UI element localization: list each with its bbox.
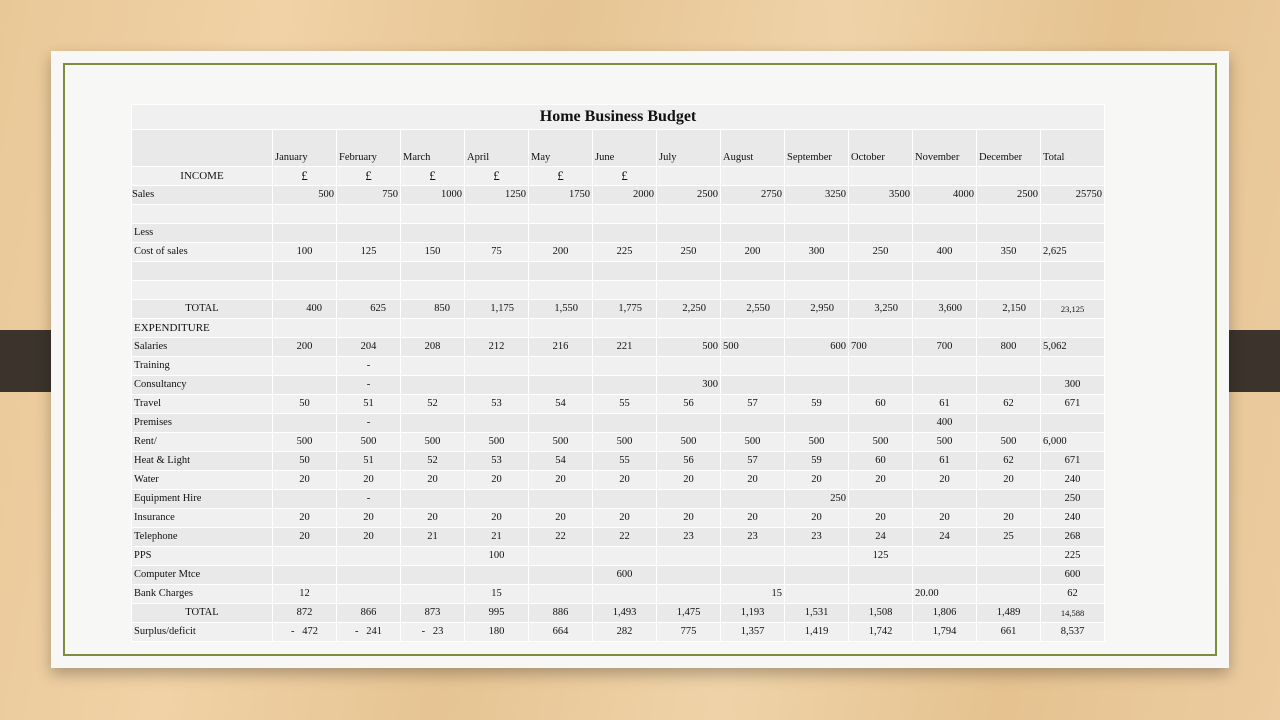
bank-charges-row — [132, 585, 1105, 604]
value-cell: 55 — [593, 395, 657, 414]
value-cell: 500 — [529, 433, 593, 452]
value-cell: 20 — [849, 509, 913, 528]
value-cell: 20 — [657, 471, 721, 490]
value-cell: 62 — [977, 395, 1041, 414]
month-header: January — [273, 130, 337, 167]
row-label: Cost of sales — [132, 243, 273, 262]
insurance-row — [132, 509, 1105, 528]
value-cell: 250 — [849, 243, 913, 262]
value-cell: 20 — [337, 471, 401, 490]
value-cell: 600 — [785, 338, 849, 357]
value-cell: 20 — [849, 471, 913, 490]
value-cell: 1,493 — [593, 604, 657, 623]
currency-cell: £ — [401, 167, 465, 186]
value-cell: 671 — [1041, 452, 1105, 471]
value-cell: 125 — [849, 547, 913, 566]
value-cell: 61 — [913, 395, 977, 414]
value-cell: 15 — [721, 585, 785, 604]
value-cell: 21 — [401, 528, 465, 547]
value-cell: 6,000 — [1041, 433, 1105, 452]
value-cell: 1,419 — [785, 623, 849, 642]
value-cell: 59 — [785, 452, 849, 471]
slide — [51, 51, 1229, 668]
value-cell: - — [337, 357, 401, 376]
telephone-row — [132, 528, 1105, 547]
value-cell: 50 — [273, 452, 337, 471]
income-label: INCOME — [132, 167, 273, 186]
value-cell: 60 — [849, 395, 913, 414]
value-cell: 300 — [657, 376, 721, 395]
value-cell: 51 — [337, 395, 401, 414]
value-cell: 2,625 — [1041, 243, 1105, 262]
value-cell: 4000 — [913, 186, 977, 205]
value-cell: 400 — [273, 300, 337, 319]
value-cell: 55 — [593, 452, 657, 471]
value-cell: 25750 — [1041, 186, 1105, 205]
value-cell: 5,062 — [1041, 338, 1105, 357]
value-cell: 500 — [721, 338, 785, 357]
month-header: June — [593, 130, 657, 167]
less-row — [132, 224, 1105, 243]
budget-table — [131, 104, 1105, 642]
value-cell: 625 — [337, 300, 401, 319]
value-cell: 24 — [849, 528, 913, 547]
value-cell: 52 — [401, 452, 465, 471]
total-income-row — [132, 300, 1105, 319]
value-cell: 200 — [273, 338, 337, 357]
row-label: TOTAL — [132, 300, 273, 319]
month-header: October — [849, 130, 913, 167]
row-label: Consultancy — [132, 376, 273, 395]
value-cell: 23 — [657, 528, 721, 547]
value-cell: 23 — [721, 528, 785, 547]
pps-row — [132, 547, 1105, 566]
row-label: Travel — [132, 395, 273, 414]
value-cell: 250 — [785, 490, 849, 509]
value-cell: 20 — [593, 509, 657, 528]
value-cell: 500 — [465, 433, 529, 452]
value-cell: 59 — [785, 395, 849, 414]
value-cell: 20 — [785, 509, 849, 528]
value-cell: 20 — [913, 509, 977, 528]
value-cell: 200 — [721, 243, 785, 262]
value-cell: 20 — [465, 509, 529, 528]
month-header: April — [465, 130, 529, 167]
value-cell: 2,250 — [657, 300, 721, 319]
water-row — [132, 471, 1105, 490]
value-cell: 1,508 — [849, 604, 913, 623]
table-title: Home Business Budget — [132, 105, 1105, 130]
value-cell: 25 — [977, 528, 1041, 547]
value-cell: 204 — [337, 338, 401, 357]
value-cell: 400 — [913, 243, 977, 262]
value-cell: 250 — [1041, 490, 1105, 509]
value-cell: 8,537 — [1041, 623, 1105, 642]
value-cell: 700 — [849, 338, 913, 357]
value-cell: 60 — [849, 452, 913, 471]
month-header: November — [913, 130, 977, 167]
value-cell: 500 — [273, 433, 337, 452]
value-cell: - 241 — [337, 623, 401, 642]
value-cell: 1,531 — [785, 604, 849, 623]
value-cell: 300 — [1041, 376, 1105, 395]
value-cell: 61 — [913, 452, 977, 471]
row-label: Training — [132, 357, 273, 376]
title-row — [132, 105, 1105, 130]
value-cell: 20 — [465, 471, 529, 490]
value-cell: 20 — [977, 471, 1041, 490]
value-cell: 50 — [273, 395, 337, 414]
row-label: EXPENDITURE — [132, 319, 273, 338]
row-label: Heat & Light — [132, 452, 273, 471]
currency-cell: £ — [529, 167, 593, 186]
value-cell: 22 — [529, 528, 593, 547]
value-cell: 1,775 — [593, 300, 657, 319]
value-cell: 500 — [913, 433, 977, 452]
value-cell: 1,794 — [913, 623, 977, 642]
value-cell: 54 — [529, 452, 593, 471]
value-cell: 20 — [529, 471, 593, 490]
value-cell: 200 — [529, 243, 593, 262]
value-cell: 800 — [977, 338, 1041, 357]
value-cell: 500 — [977, 433, 1041, 452]
value-cell: 500 — [721, 433, 785, 452]
value-cell: 180 — [465, 623, 529, 642]
value-cell: 775 — [657, 623, 721, 642]
empty-row — [132, 262, 1105, 281]
currency-cell: £ — [593, 167, 657, 186]
value-cell: 20 — [657, 509, 721, 528]
value-cell: 240 — [1041, 509, 1105, 528]
value-cell: 57 — [721, 452, 785, 471]
value-cell: 20 — [273, 528, 337, 547]
value-cell: 1,742 — [849, 623, 913, 642]
currency-cell: £ — [337, 167, 401, 186]
value-cell: 20 — [337, 528, 401, 547]
heat-light-row — [132, 452, 1105, 471]
value-cell: 20.00 — [913, 585, 977, 604]
value-cell: - — [337, 376, 401, 395]
value-cell: 216 — [529, 338, 593, 357]
value-cell: 2000 — [593, 186, 657, 205]
value-cell: 1000 — [401, 186, 465, 205]
surplus-row — [132, 623, 1105, 642]
value-cell: 100 — [273, 243, 337, 262]
empty-row — [132, 205, 1105, 224]
value-cell: 15 — [465, 585, 529, 604]
value-cell: 664 — [529, 623, 593, 642]
row-label: Salaries — [132, 338, 273, 357]
value-cell: 2,150 — [977, 300, 1041, 319]
value-cell: 20 — [273, 471, 337, 490]
row-label: TOTAL — [132, 604, 273, 623]
value-cell: 500 — [401, 433, 465, 452]
value-cell: 62 — [977, 452, 1041, 471]
value-cell: 872 — [273, 604, 337, 623]
value-cell: 53 — [465, 452, 529, 471]
value-cell: 750 — [337, 186, 401, 205]
value-cell: 500 — [273, 186, 337, 205]
value-cell: 671 — [1041, 395, 1105, 414]
value-cell: 268 — [1041, 528, 1105, 547]
value-cell: 3,250 — [849, 300, 913, 319]
value-cell: 20 — [593, 471, 657, 490]
value-cell: 56 — [657, 452, 721, 471]
row-label: Sales — [132, 186, 273, 205]
value-cell: 400 — [913, 414, 977, 433]
value-cell: 20 — [721, 509, 785, 528]
value-cell: - 472 — [273, 623, 337, 642]
value-cell: - — [337, 490, 401, 509]
value-cell: 23 — [785, 528, 849, 547]
month-header: December — [977, 130, 1041, 167]
value-cell: 20 — [273, 509, 337, 528]
row-label: Equipment Hire — [132, 490, 273, 509]
value-cell: 20 — [977, 509, 1041, 528]
value-cell: 282 — [593, 623, 657, 642]
value-cell: 2,550 — [721, 300, 785, 319]
value-cell: 2500 — [657, 186, 721, 205]
value-cell: 1,475 — [657, 604, 721, 623]
value-cell: 20 — [401, 471, 465, 490]
value-cell: 20 — [529, 509, 593, 528]
value-cell: 1,489 — [977, 604, 1041, 623]
currency-cell: £ — [465, 167, 529, 186]
row-label: Rent/ — [132, 433, 273, 452]
value-cell: 1,357 — [721, 623, 785, 642]
value-cell: 20 — [721, 471, 785, 490]
months-row — [132, 130, 1105, 167]
value-cell: 21 — [465, 528, 529, 547]
row-label: Insurance — [132, 509, 273, 528]
row-label: Water — [132, 471, 273, 490]
value-cell: 20 — [337, 509, 401, 528]
value-cell: 20 — [401, 509, 465, 528]
month-header: September — [785, 130, 849, 167]
salaries-row — [132, 338, 1105, 357]
value-cell: 56 — [657, 395, 721, 414]
value-cell: 661 — [977, 623, 1041, 642]
row-label: Telephone — [132, 528, 273, 547]
empty-row — [132, 281, 1105, 300]
expenditure-row — [132, 319, 1105, 338]
value-cell: 500 — [337, 433, 401, 452]
income-row — [132, 167, 1105, 186]
value-cell: 3,600 — [913, 300, 977, 319]
row-label: PPS — [132, 547, 273, 566]
value-cell: 20 — [913, 471, 977, 490]
value-cell: 62 — [1041, 585, 1105, 604]
value-cell: 300 — [785, 243, 849, 262]
value-cell: 2500 — [977, 186, 1041, 205]
currency-cell: £ — [273, 167, 337, 186]
computer-mtce-row — [132, 566, 1105, 585]
rent-row — [132, 433, 1105, 452]
value-cell: 700 — [913, 338, 977, 357]
value-cell: 600 — [593, 566, 657, 585]
value-cell: 57 — [721, 395, 785, 414]
sales-row — [132, 186, 1105, 205]
value-cell: 52 — [401, 395, 465, 414]
value-cell: 3500 — [849, 186, 913, 205]
equipment-hire-row — [132, 490, 1105, 509]
total-header: Total — [1041, 130, 1105, 167]
value-cell: 1,193 — [721, 604, 785, 623]
value-cell: 866 — [337, 604, 401, 623]
value-cell: 20 — [785, 471, 849, 490]
value-cell: 1,806 — [913, 604, 977, 623]
value-cell: 873 — [401, 604, 465, 623]
value-cell: 24 — [913, 528, 977, 547]
value-cell: 221 — [593, 338, 657, 357]
value-cell: - 23 — [401, 623, 465, 642]
value-cell: 212 — [465, 338, 529, 357]
value-cell: 995 — [465, 604, 529, 623]
value-cell: 225 — [1041, 547, 1105, 566]
value-cell: 500 — [657, 338, 721, 357]
blank-cell — [132, 130, 273, 167]
value-cell: 12 — [273, 585, 337, 604]
premises-row — [132, 414, 1105, 433]
consultancy-row — [132, 376, 1105, 395]
value-cell: 150 — [401, 243, 465, 262]
value-cell: 1,175 — [465, 300, 529, 319]
value-cell: 2750 — [721, 186, 785, 205]
value-cell: 850 — [401, 300, 465, 319]
value-cell: 500 — [849, 433, 913, 452]
value-cell: 225 — [593, 243, 657, 262]
value-cell: 3250 — [785, 186, 849, 205]
value-cell: 208 — [401, 338, 465, 357]
value-cell: 2,950 — [785, 300, 849, 319]
value-cell: 75 — [465, 243, 529, 262]
value-cell: 51 — [337, 452, 401, 471]
value-cell: 600 — [1041, 566, 1105, 585]
cost-of-sales-row — [132, 243, 1105, 262]
value-cell: 14,588 — [1041, 604, 1105, 623]
value-cell: 500 — [785, 433, 849, 452]
value-cell: 886 — [529, 604, 593, 623]
value-cell: 500 — [593, 433, 657, 452]
month-header: March — [401, 130, 465, 167]
row-label: Premises — [132, 414, 273, 433]
month-header: July — [657, 130, 721, 167]
value-cell: 1250 — [465, 186, 529, 205]
value-cell: 125 — [337, 243, 401, 262]
value-cell: 23,125 — [1041, 300, 1105, 319]
value-cell: 250 — [657, 243, 721, 262]
month-header: February — [337, 130, 401, 167]
value-cell: 100 — [465, 547, 529, 566]
row-label: Bank Charges — [132, 585, 273, 604]
row-label: Computer Mtce — [132, 566, 273, 585]
value-cell: 350 — [977, 243, 1041, 262]
value-cell: 240 — [1041, 471, 1105, 490]
training-row — [132, 357, 1105, 376]
month-header: May — [529, 130, 593, 167]
value-cell: 54 — [529, 395, 593, 414]
row-label: Surplus/deficit — [132, 623, 273, 642]
value-cell: 1750 — [529, 186, 593, 205]
value-cell: 500 — [657, 433, 721, 452]
travel-row — [132, 395, 1105, 414]
value-cell: 1,550 — [529, 300, 593, 319]
month-header: August — [721, 130, 785, 167]
total-expenditure-row — [132, 604, 1105, 623]
value-cell: - — [337, 414, 401, 433]
value-cell: 22 — [593, 528, 657, 547]
value-cell: 53 — [465, 395, 529, 414]
row-label: Less — [132, 224, 273, 243]
